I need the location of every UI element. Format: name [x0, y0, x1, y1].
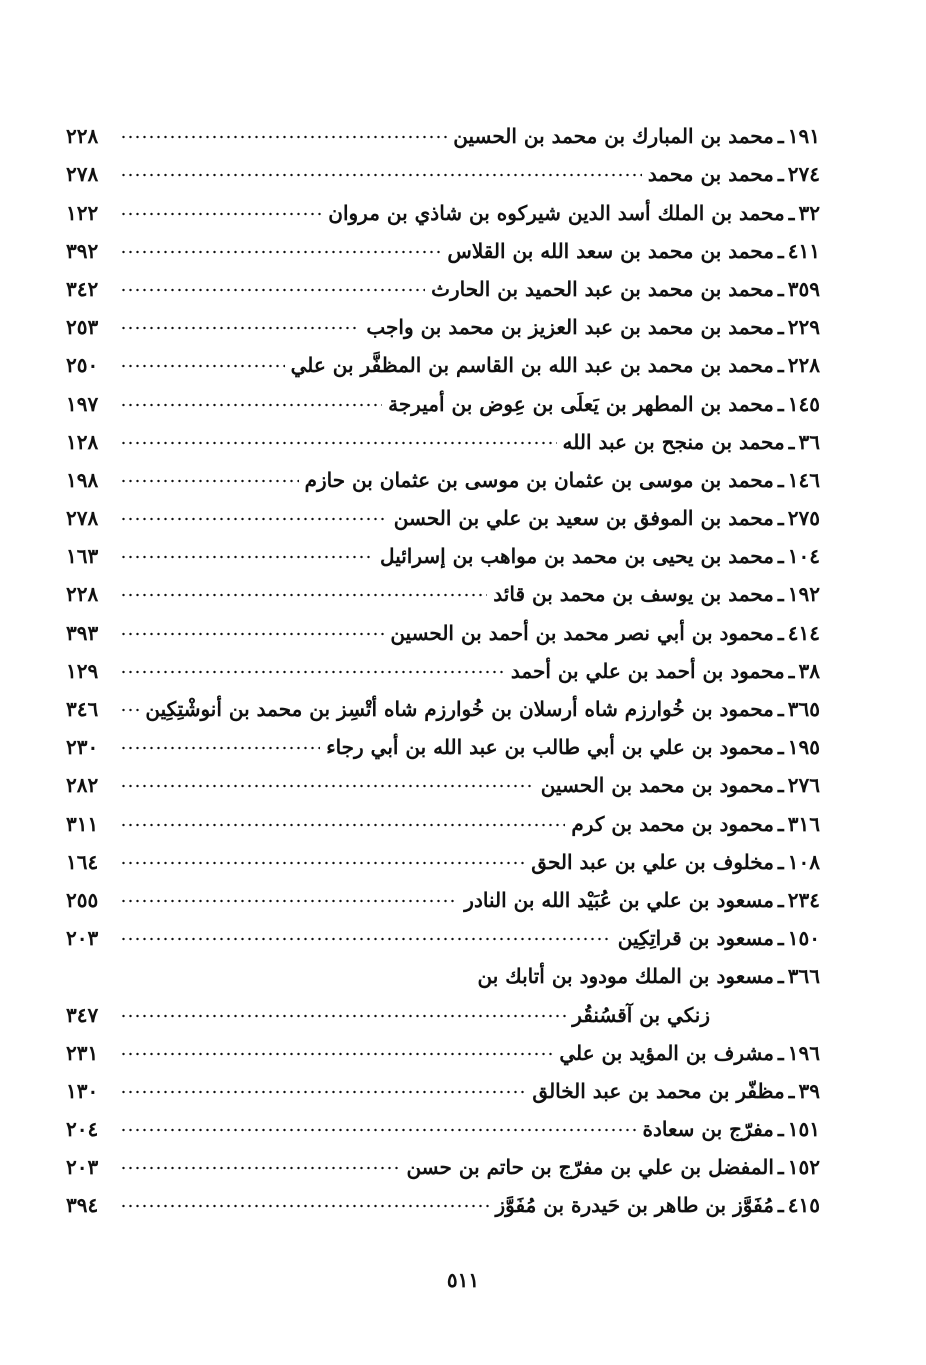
- index-entry: [66, 795, 820, 836]
- entry-name: محمد بن محمد بن عبد الله بن القاسم بن المظفَّر بن علي: [290, 353, 774, 378]
- dot-leader: [120, 1165, 400, 1171]
- index-entry: [66, 223, 820, 261]
- index-entry: [66, 757, 820, 798]
- index-entry: [66, 528, 820, 569]
- entry-number: ٢٢٨: [787, 353, 820, 378]
- entry-page-number: ٢٠٣: [66, 926, 99, 951]
- entry-name: مسعود بن علي بن عُبَيْد الله بن النادر: [464, 887, 774, 912]
- entry-number: ٣٦٦: [787, 964, 820, 989]
- entry-separator: ـ: [777, 467, 784, 492]
- entry-name: محمد بن الملك أسد الدين شيركوه بن شاذي بن مروان: [328, 200, 785, 225]
- entry-number: ١٩٢: [787, 582, 820, 607]
- entry-name: المفضل بن علي بن مفرّج بن حاتم بن حسن: [406, 1155, 774, 1180]
- dot-leader: [120, 1051, 553, 1057]
- entry-page-number: ٢٠٣: [66, 1155, 99, 1180]
- index-entry: [66, 108, 820, 149]
- index-entry: [66, 184, 820, 225]
- entry-separator: ـ: [777, 964, 784, 989]
- entry-separator: ـ: [777, 773, 784, 798]
- dot-leader: [120, 134, 447, 140]
- dot-leader: [120, 402, 382, 408]
- dot-leader: [120, 745, 320, 751]
- entry-name: محمد بن محمد بن عبد الحميد بن الحارث: [431, 276, 774, 301]
- entry-number: ١٠٨: [787, 849, 820, 874]
- entry-page-number: ١٣٠: [66, 1078, 99, 1103]
- entry-page-number: ٢٥٣: [66, 315, 99, 340]
- entry-page-number: ٢٧٨: [66, 506, 99, 531]
- index-entry: [66, 1101, 820, 1142]
- entry-page-number: ٢٣١: [66, 1040, 99, 1065]
- index-entry: [66, 490, 820, 531]
- entry-separator: ـ: [777, 162, 784, 187]
- dot-leader: [120, 669, 505, 675]
- entry-name: مسعود بن قراتِكِين: [617, 926, 774, 951]
- entry-number: ١٥١: [787, 1117, 820, 1142]
- index-entry: [66, 1063, 820, 1101]
- entry-separator: ـ: [788, 200, 795, 225]
- entry-separator: ـ: [777, 1155, 784, 1180]
- entry-page-number: ١٢٩: [66, 658, 99, 683]
- dot-leader: [120, 783, 535, 789]
- entry-name: محمد بن الموفق بن سعيد بن علي بن الحسن: [393, 506, 774, 531]
- dot-leader: [120, 172, 642, 178]
- entry-number: ٤١١: [787, 238, 820, 263]
- index-entry: [66, 681, 820, 719]
- entry-separator: ـ: [777, 697, 784, 721]
- entry-separator: ـ: [777, 582, 784, 607]
- entry-page-number: ١٩٨: [66, 467, 99, 492]
- entry-number: ٣٨: [798, 658, 820, 683]
- entry-separator: ـ: [788, 429, 795, 454]
- entry-name: محمد بن محمد: [647, 162, 774, 187]
- entry-number: ١٩٦: [787, 1040, 820, 1065]
- entry-page-number: ١٢٨: [66, 429, 99, 454]
- entry-separator: ـ: [777, 1040, 784, 1065]
- entry-number: ١٤٦: [787, 467, 820, 492]
- entry-number: ١٩١: [787, 124, 820, 149]
- entry-name: محمد بن يوسف بن محمد بن قائد: [493, 582, 774, 607]
- entry-separator: ـ: [777, 506, 784, 531]
- page-number: ٥١١: [446, 1268, 480, 1292]
- entry-number: ١٩٥: [787, 735, 820, 760]
- dot-leader: [120, 1127, 637, 1133]
- entry-separator: ـ: [777, 926, 784, 951]
- entry-number: ١٠٤: [787, 544, 820, 569]
- entry-separator: ـ: [777, 735, 784, 760]
- entry-page-number: ١٩٧: [66, 391, 99, 416]
- dot-leader: [120, 822, 565, 828]
- entry-number: ٣٩: [798, 1078, 820, 1103]
- entry-page-number: ٣٤٢: [66, 276, 99, 301]
- index-entry: [66, 337, 820, 378]
- entry-number: ٣٢: [798, 200, 820, 225]
- entry-separator: ـ: [777, 544, 784, 569]
- entry-page-number: ٣٤٧: [66, 1002, 99, 1027]
- entry-separator: ـ: [777, 276, 784, 301]
- index-entry: [66, 261, 820, 299]
- entry-number: ٢٧٤: [787, 162, 820, 187]
- entry-number: ٣٥٩: [787, 276, 820, 301]
- entry-separator: ـ: [777, 391, 784, 416]
- entry-separator: ـ: [777, 811, 784, 836]
- entry-name: زنكي بن آقسُنقُر: [572, 1002, 710, 1027]
- dot-leader: [120, 592, 487, 598]
- entry-page-number: ٢٠٤: [66, 1117, 99, 1142]
- dot-leader: [120, 211, 322, 217]
- entry-name: محمد بن يحيى بن محمد بن مواهب بن إسرائيل: [380, 544, 774, 569]
- entry-page-number: ٢٥٠: [66, 353, 99, 378]
- entry-page-number: ٣٩٤: [66, 1193, 99, 1218]
- index-list: [66, 108, 820, 1218]
- entry-page-number: ١٦٣: [66, 544, 99, 569]
- entry-number: ٤١٥: [787, 1193, 820, 1218]
- dot-leader: [120, 325, 360, 331]
- entry-name: مفرّج بن سعادة: [642, 1117, 774, 1142]
- entry-name: محمود بن علي بن أبي طالب بن عبد الله بن أبي رجاء: [326, 735, 774, 760]
- entry-name: محمود بن محمد بن الحسين: [540, 773, 774, 798]
- entry-page-number: ٣١١: [66, 811, 99, 836]
- index-entry: [66, 1139, 820, 1180]
- entry-name: محمود بن خُوارزم شاه أرسلان بن خُوارزم شاه أتْسِز بن محمد بن أنوشْتِكِين: [145, 697, 774, 721]
- dot-leader: [120, 249, 441, 255]
- index-entry: [66, 414, 820, 452]
- entry-page-number: ٢٢٨: [66, 124, 99, 149]
- dot-leader: [120, 631, 384, 637]
- entry-name: محمد بن موسى بن عثمان بن موسى بن عثمان بن حازم: [304, 467, 774, 492]
- index-entry: [66, 986, 820, 1027]
- entry-name: محمد بن المبارك بن محمد بن الحسين: [453, 124, 774, 149]
- entry-number: ٣١٦: [787, 811, 820, 836]
- index-entry: [66, 643, 820, 681]
- entry-page-number: ٢٧٨: [66, 162, 99, 187]
- entry-separator: ـ: [777, 315, 784, 340]
- entry-number: ١٥٠: [787, 926, 820, 951]
- dot-leader: [120, 554, 374, 560]
- index-entry: [66, 299, 820, 340]
- dot-leader: [120, 516, 388, 522]
- entry-page-number: ٣٤٦: [66, 697, 99, 721]
- entry-page-number: ٣٩٣: [66, 620, 99, 645]
- index-entry: [66, 604, 820, 645]
- dot-leader: [120, 1013, 566, 1019]
- entry-separator: ـ: [788, 658, 795, 683]
- entry-name: محمد بن المطهر بن يَعلَى بن عِوض بن أميرجة: [388, 391, 774, 416]
- dot-leader: [120, 287, 425, 293]
- entry-name: مُفَوَّز بن طاهر بن حَيدرة بن مُفَوَّز: [495, 1193, 774, 1218]
- entry-name: محمد بن محمد بن عبد العزيز بن محمد بن واجب: [366, 315, 774, 340]
- entry-page-number: ٢٢٨: [66, 582, 99, 607]
- dot-leader: [120, 478, 299, 484]
- entry-separator: ـ: [777, 353, 784, 378]
- entry-name: مظفّر بن محمد بن عبد الخالق: [532, 1078, 785, 1103]
- entry-name: محمود بن أحمد بن علي بن أحمد: [510, 658, 785, 683]
- dot-leader: [120, 860, 525, 866]
- entry-separator: ـ: [777, 620, 784, 645]
- entry-separator: ـ: [777, 887, 784, 912]
- index-entry: [66, 1177, 820, 1218]
- entry-name: محمد بن محمد بن سعد الله بن القلاس: [447, 238, 774, 263]
- dot-leader: [120, 363, 285, 369]
- entry-page-number: ٢٣٠: [66, 735, 99, 760]
- index-entry: [66, 719, 820, 760]
- dot-leader: [120, 898, 458, 904]
- dot-leader: [120, 936, 612, 942]
- index-entry: [66, 834, 820, 872]
- entry-separator: ـ: [777, 849, 784, 874]
- entry-name: مسعود بن الملك مودود بن أتابك بن: [477, 964, 774, 989]
- entry-number: ٢٧٥: [787, 506, 820, 531]
- index-entry: [66, 1025, 820, 1063]
- dot-leader: [120, 1203, 489, 1209]
- entry-page-number: ٣٩٢: [66, 238, 99, 263]
- entry-name: محمد بن منجح بن عبد الله: [562, 429, 785, 454]
- entry-separator: ـ: [788, 1078, 795, 1103]
- index-entry: [66, 566, 820, 607]
- index-entry: [66, 872, 820, 910]
- entry-number: ١٤٥: [787, 391, 820, 416]
- entry-separator: ـ: [777, 124, 784, 149]
- entry-number: ٢٧٦: [787, 773, 820, 798]
- entry-name: مشرف بن المؤيد بن علي: [559, 1040, 774, 1065]
- index-entry: [66, 948, 820, 989]
- entry-name: محمود بن محمد بن كرم: [571, 811, 774, 836]
- entry-name: محمود بن أبي نصر محمد بن أحمد بن الحسين: [390, 620, 774, 645]
- entry-number: ٢٢٩: [787, 315, 820, 340]
- index-entry: [66, 375, 820, 416]
- index-entry: [66, 910, 820, 951]
- entry-page-number: ٢٥٥: [66, 887, 99, 912]
- entry-number: ٣٦٥: [787, 697, 820, 721]
- entry-separator: ـ: [777, 1193, 784, 1218]
- index-entry: [66, 452, 820, 490]
- dot-leader: [120, 707, 139, 713]
- entry-page-number: ١٢٢: [66, 200, 99, 225]
- index-entry: [66, 146, 820, 187]
- entry-page-number: ٢٨٢: [66, 773, 99, 798]
- dot-leader: [120, 1089, 526, 1095]
- dot-leader: [120, 440, 557, 446]
- entry-separator: ـ: [777, 1117, 784, 1142]
- entry-page-number: ١٦٤: [66, 849, 99, 874]
- entry-number: ٤١٤: [787, 620, 820, 645]
- entry-number: ١٥٢: [787, 1155, 820, 1180]
- entry-number: ٣٦: [798, 429, 820, 454]
- entry-separator: ـ: [777, 238, 784, 263]
- entry-number: ٢٣٤: [787, 887, 820, 912]
- entry-name: مخلوف بن علي بن عبد الحق: [531, 849, 774, 874]
